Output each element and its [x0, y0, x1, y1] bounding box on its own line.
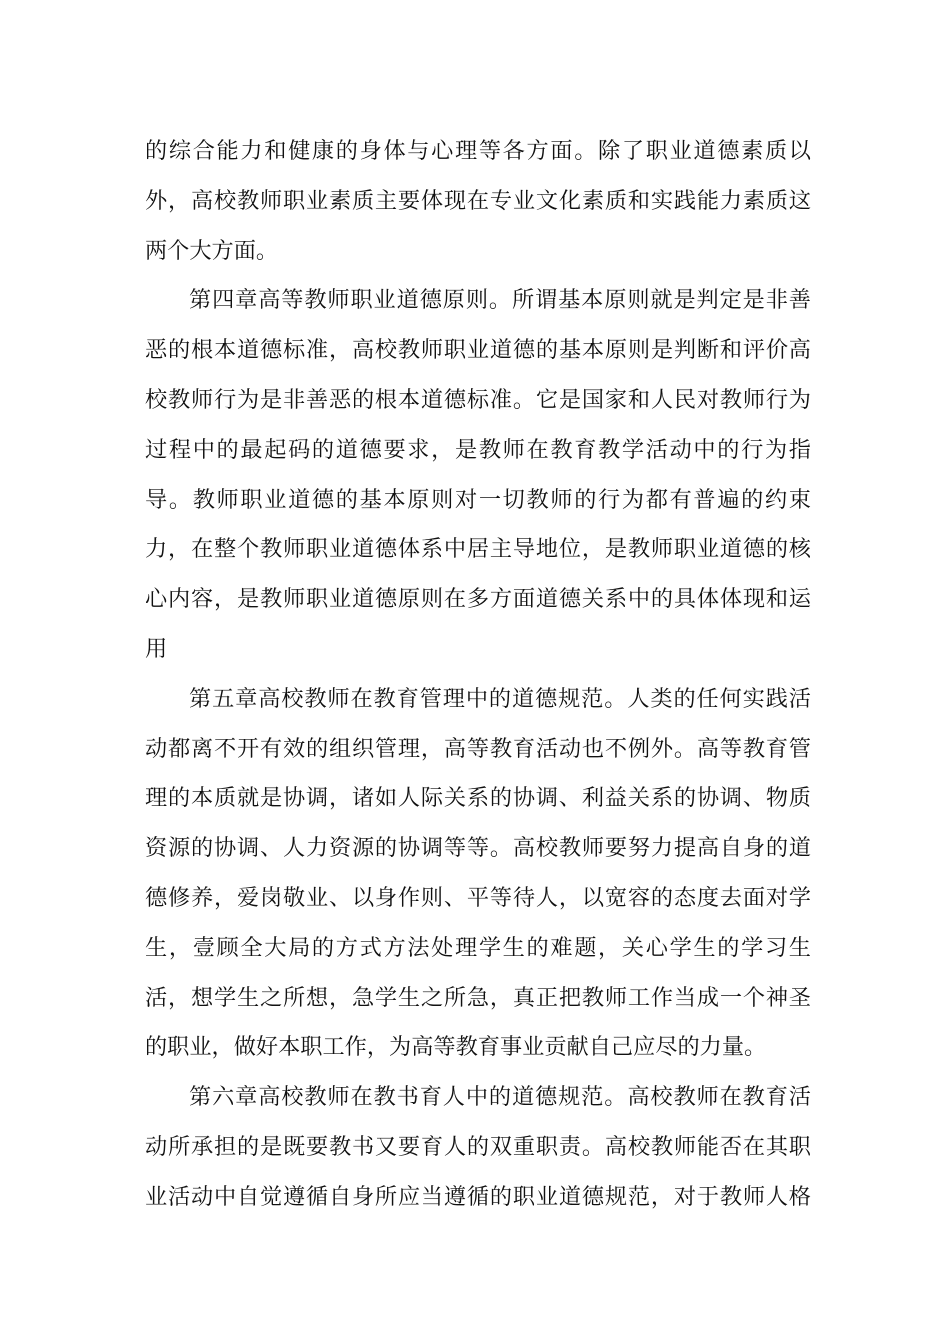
- text-line: 第四章高等教师职业道德原则。所谓基本原则就是判定是非善: [189, 287, 811, 314]
- paragraph-1: [145, 129, 811, 278]
- text-line: 理的本质就是协调，诸如人际关系的协调、利益关系的协调、物质: [145, 785, 811, 812]
- text-line: 第六章高校教师在教书育人中的道德规范。高校教师在教育活: [189, 1084, 811, 1111]
- text-line: 的职业，做好本职工作，为高等教育事业贡献自己应尽的力量。: [145, 1034, 767, 1061]
- text-line: 动都离不开有效的组织管理，高等教育活动也不例外。高等教育管: [145, 735, 811, 762]
- text-line: 心内容，是教师职业道德原则在多方面道德关系中的具体体现和运: [145, 586, 811, 613]
- text-line: 资源的协调、人力资源的协调等等。高校教师要努力提高自身的道: [145, 835, 811, 862]
- text-line: 德修养，爱岗敬业、以身作则、平等待人，以宽容的态度去面对学: [145, 884, 811, 911]
- text-line: 校教师行为是非善恶的根本道德标准。它是国家和人民对教师行为: [145, 386, 811, 413]
- text-line: 过程中的最起码的道德要求，是教师在教育教学活动中的行为指: [145, 436, 811, 463]
- text-line: 力，在整个教师职业道德体系中居主导地位，是教师职业道德的核: [145, 536, 811, 563]
- text-line: 外，高校教师职业素质主要体现在专业文化素质和实践能力素质这: [145, 187, 811, 214]
- paragraph-2: [145, 278, 811, 676]
- text-line: 生，壹顾全大局的方式方法处理学生的难题，关心学生的学习生: [145, 934, 811, 961]
- text-line: 第五章高校教师在教育管理中的道德规范。人类的任何实践活: [189, 685, 811, 712]
- text-line: 导。教师职业道德的基本原则对一切教师的行为都有普遍的约束: [145, 486, 811, 513]
- text-line: 活，想学生之所想，急学生之所急，真正把教师工作当成一个神圣: [145, 984, 811, 1011]
- document-body: [145, 129, 811, 1225]
- paragraph-4: [145, 1075, 811, 1224]
- text-line: 业活动中自觉遵循自身所应当遵循的职业道德规范，对于教师人格: [145, 1183, 811, 1210]
- text-line: 动所承担的是既要教书又要育人的双重职责。高校教师能否在其职: [145, 1133, 811, 1160]
- text-line: 两个大方面。: [145, 237, 279, 264]
- text-line: 用: [145, 635, 168, 662]
- paragraph-3: [145, 677, 811, 1075]
- text-line: 恶的根本道德标准，高校教师职业道德的基本原则是判断和评价高: [145, 337, 811, 364]
- text-line: 的综合能力和健康的身体与心理等各方面。除了职业道德素质以: [145, 138, 811, 164]
